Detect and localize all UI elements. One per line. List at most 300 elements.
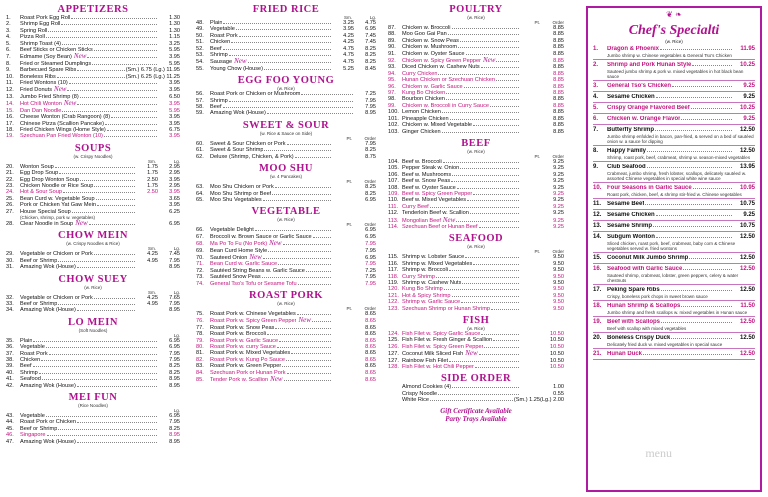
section-title: SEAFOOD (448, 233, 504, 245)
item-name: Coconut Milk Sliced Fish (402, 351, 464, 358)
item-number: 35. (6, 337, 14, 344)
specialty-row (593, 185, 755, 192)
dot-leader (263, 255, 331, 259)
specialty-item (593, 116, 755, 125)
dot-leader (46, 413, 157, 417)
section-subtitle: (w. 4 Pancakes) (269, 174, 302, 180)
item-price-large: 8.65 (365, 310, 376, 317)
separator (593, 182, 755, 183)
item-name: Fish Filet w. Hot Chili Pepper (402, 364, 474, 371)
item-number: 4. (593, 94, 599, 100)
menu-section (196, 75, 376, 117)
new-badge: New (482, 56, 496, 65)
item-name: Sesame Beef (607, 201, 645, 207)
specialty-row (593, 319, 755, 326)
item-name: Ginger Chicken (402, 128, 441, 135)
item-name: Singapore (20, 432, 46, 439)
dot-leader (457, 185, 519, 189)
item-price: 3.95 (169, 54, 180, 61)
dot-leader (61, 21, 157, 25)
menu-item (196, 154, 376, 160)
item-number: 9. (6, 67, 11, 74)
item-name: Jumbo Fried Shrimp (8) (20, 93, 79, 100)
item-name: Moo Shu Vegetables (210, 196, 262, 203)
item-price-large: 9.25 (553, 203, 564, 210)
item-price-small: 4.25 (343, 39, 354, 46)
item-name: Vegetable Delight (210, 227, 254, 234)
dot-leader (262, 274, 331, 278)
dot-leader (430, 397, 513, 401)
item-name: Fried or Steamed Dumplings (20, 60, 92, 67)
dot-leader (286, 357, 331, 361)
dot-leader (283, 241, 331, 245)
item-number: 2. (593, 62, 599, 68)
item-number: 23. (6, 182, 14, 189)
price-header-label: Lg. (173, 158, 180, 164)
item-name: Beef with Scallops (607, 319, 661, 325)
watermark: menu (645, 446, 672, 460)
item-price: 12.50 (739, 234, 755, 240)
item-name: Bourbon Chicken (402, 96, 445, 103)
item-number: 3. (593, 83, 599, 89)
separator (593, 332, 755, 333)
item-name: Hot Chili Wonton (20, 101, 62, 108)
item-name: Beef (20, 363, 32, 370)
item-price-large: 8.65 (365, 324, 376, 331)
dot-leader (661, 287, 732, 291)
menu-section (388, 4, 564, 135)
item-price-large: 9.50 (553, 260, 564, 267)
dot-leader (236, 26, 331, 30)
item-number: 127. (388, 357, 399, 364)
item-number: 108. (388, 184, 399, 191)
item-price-large: 8.65 (365, 350, 376, 357)
dot-leader (430, 204, 519, 208)
price-header-label: Lg. (173, 408, 180, 414)
item-name: Boneless Crispy Duck (607, 335, 671, 341)
new-badge: New (54, 85, 67, 94)
item-number: 67. (196, 233, 204, 240)
dot-leader (264, 147, 331, 151)
item-description: (Chicken, shrimp, pork w. vegetables) (20, 214, 96, 220)
separator (593, 359, 755, 360)
new-badge: New (249, 252, 262, 261)
item-name: Roast Pork w. Mixed Vegetables (210, 350, 291, 357)
item-number: 73. (196, 274, 204, 281)
item-price-small: 5.25 (343, 65, 354, 72)
item-number: 113. (388, 217, 399, 224)
item-name: Vegetable (20, 344, 45, 351)
dot-leader (42, 376, 157, 380)
dot-leader (647, 164, 732, 168)
price-header-label: Sm. (147, 289, 156, 295)
item-price: 8.25 (169, 363, 180, 370)
new-badge: New (298, 316, 311, 325)
dot-leader (57, 74, 125, 78)
section-title: MEI FUN (68, 392, 118, 404)
item-number: 20. (6, 163, 14, 170)
section-subtitle: (w. Rice) (277, 217, 295, 223)
menu-section (388, 138, 564, 230)
item-number: 126. (388, 343, 399, 350)
item-price-large: 8.85 (553, 96, 564, 103)
specialty-item (593, 185, 755, 199)
item-name: Beef w. Broccoli (402, 158, 442, 165)
price-header-label: Lg. (173, 289, 180, 295)
item-number: 2. (6, 21, 11, 28)
item-number: 112. (388, 210, 399, 217)
item-number: 26. (6, 202, 14, 209)
item-number: 22. (6, 176, 14, 183)
item-price-small: 4.95 (147, 257, 158, 264)
item-name: Amazing Wok (House) (20, 438, 76, 445)
item-price: 10.25 (739, 105, 755, 111)
item-price-large: 8.85 (553, 128, 564, 135)
item-price-large: 6.25 (169, 208, 180, 215)
item-number: 99. (388, 102, 396, 109)
item-name: Shrimp w. Garlic Sauce (402, 299, 461, 306)
dot-leader (456, 218, 519, 222)
dot-leader (660, 46, 732, 50)
item-name: Butterfly Shrimp (607, 127, 655, 133)
item-price: 3.95 (169, 120, 180, 127)
item-name: Shrimp Toast (4) (20, 40, 61, 47)
item-number: 13. (6, 93, 14, 100)
dot-leader (239, 33, 331, 37)
item-price-large: 8.25 (365, 190, 376, 197)
dot-leader (475, 364, 519, 368)
item-number: 43. (6, 413, 14, 420)
dot-leader (484, 344, 519, 348)
item-number: 12. (6, 87, 14, 94)
item-price: 8.95 (169, 376, 180, 383)
price-header-label: Lg. (369, 15, 376, 20)
dot-leader (473, 191, 519, 195)
item-price-large: 8.45 (365, 65, 376, 72)
item-price-small: 4.75 (343, 52, 354, 59)
item-price-large: 8.85 (553, 109, 564, 116)
item-price-large: 8.25 (365, 59, 376, 66)
separator (593, 263, 755, 264)
item-price-large: 9.25 (553, 223, 564, 230)
item-number: 79. (196, 337, 204, 344)
section-subtitle: (w. Rice) (467, 326, 485, 332)
dot-leader (481, 64, 519, 68)
specialty-item (593, 319, 755, 333)
item-name: Beef (210, 104, 222, 111)
menu-item (388, 397, 564, 403)
separator (593, 220, 755, 221)
item-price: 3.95 (169, 133, 180, 140)
item-number: 9. (593, 164, 599, 170)
item-price-large: 6.95 (365, 227, 376, 234)
item-price: 8.25 (169, 369, 180, 376)
item-name: Chicken Noodle or Rice Soup (20, 182, 94, 189)
menu-item (196, 254, 376, 261)
item-price-small: 4.25 (147, 251, 158, 258)
item-name: Bean Curd Home Style (210, 247, 268, 254)
item-name: Shrimp (20, 369, 38, 376)
dot-leader (278, 261, 331, 265)
item-price-large: 8.85 (553, 50, 564, 57)
item-name: Subgum Wonton (607, 234, 655, 240)
item-number: 103. (388, 128, 399, 135)
dot-leader (479, 224, 519, 228)
item-price-large: 8.85 (553, 115, 564, 122)
specialty-row (593, 287, 755, 294)
menu-item (6, 86, 180, 93)
separator (593, 80, 755, 81)
item-price: 10.75 (739, 201, 755, 207)
item-number: 128. (388, 364, 399, 371)
item-name: Sausage (210, 59, 233, 66)
section-title: POULTRY (449, 4, 503, 15)
item-price-large: 2.95 (169, 163, 180, 170)
item-name: Roast Pork w. Snow Peas (210, 324, 275, 331)
item-name: Beef w. Mushrooms (402, 171, 452, 178)
item-description: Roast pork, chicken, beef, & shrimp stir-fried w. Chinese vegetables (607, 192, 742, 197)
specialty-row (593, 234, 755, 241)
item-price: 1.30 (169, 15, 180, 21)
dot-leader (656, 212, 732, 216)
item-name: Ma Po To Fu (No Pork) (210, 241, 268, 248)
item-number: 57. (196, 97, 204, 104)
separator (593, 124, 755, 125)
item-number: 91. (388, 50, 396, 57)
item-name: Bean Curd w. Vegetable Soup (20, 195, 95, 202)
item-number: 41. (6, 376, 14, 383)
item-number: 42. (6, 382, 14, 389)
specialty-item (593, 335, 755, 349)
item-price: 7.95 (169, 419, 180, 426)
section-title: CHOW MEIN (58, 230, 128, 242)
item-name: Egg Drop Wonton Soup (20, 176, 79, 183)
item-number: 8. (6, 60, 11, 67)
item-price-large: 7.95 (365, 247, 376, 254)
dot-leader (452, 172, 519, 176)
item-price: 3.95 (169, 114, 180, 121)
dot-leader (33, 363, 157, 367)
dot-leader (279, 338, 331, 342)
dot-leader (46, 344, 157, 348)
dot-leader (77, 101, 157, 105)
item-name: Shrimp (210, 52, 228, 59)
dot-leader (287, 370, 331, 374)
item-name: Roast Pork (20, 350, 48, 357)
separator (593, 252, 755, 253)
item-price-large: 8.65 (365, 356, 376, 363)
item-description: Jumbo shrimp w. Chinese vegetables & General Tso's Chicken (607, 53, 732, 58)
item-name: Beef Sticks or Chicken Sticks (20, 47, 93, 54)
item-name: Chicken w. Broccoli (402, 25, 451, 31)
item-name: Curry Beef (402, 203, 429, 210)
item-name: Sweet & Sour Chicken or Pork (210, 140, 286, 147)
dot-leader (470, 210, 519, 214)
price-header-label: Pt. (346, 222, 352, 228)
dot-leader (58, 301, 135, 305)
price-header-label: Sm. (147, 158, 156, 164)
item-price-small: 1.75 (147, 163, 158, 170)
item-name: Beef (210, 45, 222, 52)
item-number: 59. (196, 110, 204, 117)
item-name: Szechuan Pork or Hunan Pork (210, 369, 286, 376)
item-number: 55. (196, 65, 204, 72)
menu-section (196, 4, 376, 72)
item-price-large: 9.50 (553, 299, 564, 306)
item-price-large: 7.95 (169, 301, 180, 307)
item-price-large: 9.25 (553, 190, 564, 197)
item-description: Crispy, boneless pork chops in sweet brown sauce (607, 294, 708, 299)
item-price-large: 6.95 (365, 196, 376, 203)
item-name: Sesame Chicken (607, 212, 655, 218)
menu-item (388, 129, 564, 135)
item-price: 3.95 (169, 87, 180, 94)
item-number: 127. (388, 351, 399, 358)
item-price-large: 8.85 (553, 44, 564, 51)
item-name: General Tso's Chicken (607, 83, 672, 89)
dot-leader (89, 221, 135, 225)
item-name: Hot & Sour Soup (20, 189, 62, 196)
separator (593, 209, 755, 210)
item-name: Beef or Shrimp (20, 257, 58, 264)
section-subtitle: (w. Rice & Sauce on Side) (259, 130, 313, 136)
section-subtitle: (Rice Noodles) (78, 403, 108, 409)
item-name: Moo Shu Chicken or Pork (210, 184, 274, 191)
item-price-large: 1.00 (553, 384, 564, 391)
item-number: 19. (6, 133, 14, 140)
item-price-large: 8.65 (365, 377, 376, 384)
item-number: 124. (388, 331, 399, 338)
item-description: Crabmeat, jumbo shrimp, fresh lobster, scallops, delicately sautéed w. assorted Chinese vegetables in special white wine sauce (607, 171, 747, 181)
item-price: 9.25 (743, 94, 755, 100)
item-number: 114. (388, 223, 399, 230)
item-number: 71. (196, 261, 204, 268)
item-price: (Sm.) 6.75 (Lg.) 11.95 (125, 67, 180, 74)
item-price-large: 7.25 (365, 267, 376, 274)
section-title: BEEF (461, 137, 491, 149)
new-badge: New (63, 99, 77, 108)
item-price-large: 9.50 (553, 305, 564, 312)
item-number: 25. (6, 195, 14, 202)
dot-leader (49, 351, 157, 355)
item-name: Roast Pork w. Kung Po Sauce (210, 356, 285, 363)
item-number: 5. (6, 40, 11, 47)
item-price-large: 8.65 (365, 369, 376, 376)
specialty-item (593, 223, 755, 232)
menu-column-1 (6, 4, 180, 448)
item-price-large: 6.95 (365, 233, 376, 240)
dot-leader (490, 103, 519, 107)
menu-item (196, 197, 376, 203)
dot-leader (444, 286, 519, 290)
menu-item (6, 220, 180, 227)
dot-leader (448, 31, 519, 35)
separator (593, 300, 755, 301)
item-price-large: 6.95 (169, 220, 180, 227)
chefs-specialties-panel (586, 6, 762, 492)
item-number: 17. (6, 120, 14, 127)
item-number: 16. (593, 266, 602, 272)
item-name: Young Chow (House) (210, 65, 263, 72)
dot-leader (72, 209, 135, 213)
item-price: 1.30 (169, 21, 180, 28)
item-price-large: 8.25 (365, 52, 376, 59)
item-number: 70. (196, 254, 204, 261)
dot-leader (298, 281, 331, 285)
item-name: Shrimp w. Mixed Vegetables (402, 260, 473, 267)
item-name: Seafood (20, 376, 41, 383)
item-name: Chicken w. Orange Flavor (607, 116, 681, 122)
separator (593, 231, 755, 232)
dot-leader (39, 370, 157, 374)
item-number: 27. (6, 208, 14, 215)
item-name: Shrimp w. Lobster Sauce (402, 254, 465, 261)
dot-leader (452, 384, 519, 388)
menu-item (6, 307, 180, 313)
item-number: 64. (196, 190, 204, 197)
section-title: MOO SHU (259, 163, 313, 175)
dot-leader (105, 121, 157, 125)
chefs-specialties-title: Chef's Specialti (628, 23, 720, 38)
dot-leader (287, 141, 331, 145)
item-price: 9.25 (743, 116, 755, 122)
dot-leader (442, 109, 519, 113)
specialty-item (593, 148, 755, 162)
menu-section (6, 392, 180, 445)
item-number: 74. (196, 280, 204, 287)
item-number: 20. (593, 335, 602, 341)
item-name: Beef w. Oyster Sauce (402, 184, 456, 191)
dot-leader (77, 307, 135, 311)
item-description: Shrimp, roast pork, beef, crabmeat, shrimp w. season-mixed vegetables (607, 155, 751, 160)
flourish-icon: ❦ ❧ (666, 10, 682, 19)
item-description: Jumbo shrimp enfolded in bacon, pan-fried, & served on a bed of sautéed onion w. a sauce for dipping (607, 134, 754, 144)
item-price: 6.95 (169, 344, 180, 351)
dot-leader (96, 196, 135, 200)
dot-leader (94, 47, 157, 51)
dot-leader (62, 41, 157, 45)
item-name: Vegetable (20, 413, 45, 420)
dot-leader (55, 164, 135, 168)
price-header-label: Pt. (534, 249, 540, 255)
item-price-large: 9.50 (553, 292, 564, 299)
item-number: 11. (6, 80, 14, 87)
item-number: 62. (196, 153, 204, 160)
item-name: Roast Pork w. curry Sauce (210, 344, 276, 350)
section-title: EGG FOO YOUNG (237, 75, 335, 87)
new-badge: New (75, 218, 88, 227)
item-number: 116. (388, 260, 399, 267)
dot-leader (643, 351, 732, 355)
section-subtitle: (w. Crispy Noodles & Rice) (66, 241, 120, 247)
item-price-large: 9.25 (553, 165, 564, 172)
item-number: 45. (6, 425, 14, 432)
separator (593, 348, 755, 349)
specialty-item (593, 201, 755, 210)
item-price-large: 8.85 (553, 70, 564, 77)
dot-leader (63, 189, 135, 193)
item-price-large: 8.65 (365, 337, 376, 344)
specialty-item (593, 255, 755, 264)
item-description: Jumbo shrimp and fresh scallops w. mixed vegetables in Hunan sauce (607, 310, 748, 315)
dot-leader (465, 254, 519, 258)
item-number: 1. (6, 15, 11, 21)
item-name: Shrimp w. Cashew Nuts (402, 280, 462, 286)
item-name: Sweet & Sour Shrimp (210, 147, 264, 154)
menu-section (388, 315, 564, 370)
item-number: 21. (593, 351, 602, 357)
item-price-large: 3.95 (169, 189, 180, 196)
